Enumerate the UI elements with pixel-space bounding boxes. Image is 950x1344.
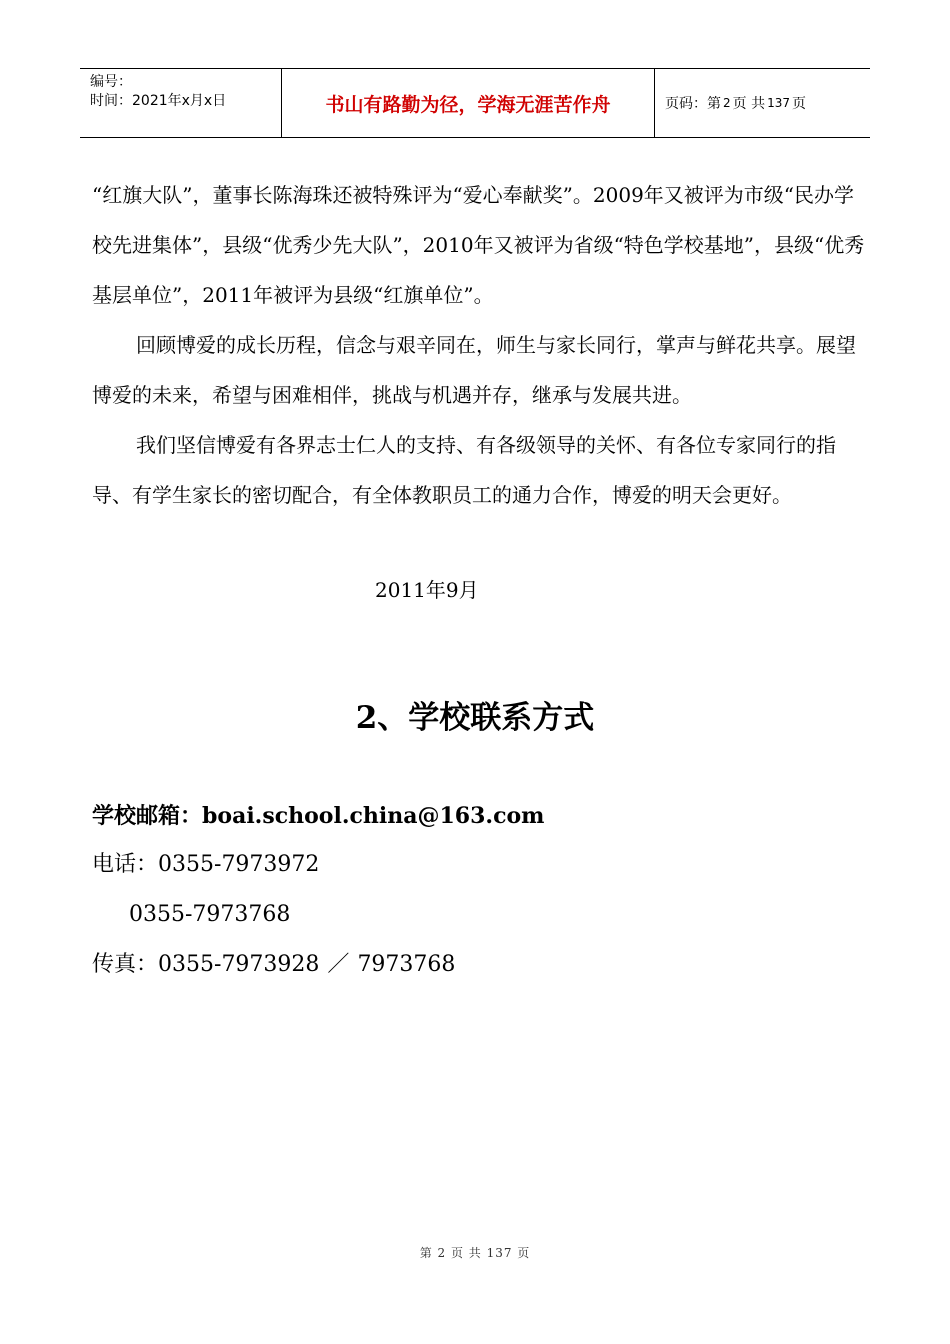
body-text	[92, 170, 872, 520]
document-header	[80, 68, 870, 138]
page-current: 2	[723, 96, 731, 110]
document-number-label: 编号：	[90, 74, 132, 90]
phone-line-2	[129, 895, 290, 935]
email-label: 学校邮箱：	[92, 803, 203, 829]
document-time-label: 时间：2021年x月x日	[90, 93, 227, 109]
page-prefix: 页码：第	[665, 96, 721, 112]
fax-number-1: 0355-7973928	[158, 952, 320, 977]
page-mid: 页 共	[732, 96, 766, 112]
paragraph-honors: “红旗大队”，董事长陈海珠还被特殊评为“爱心奉献奖”。2009年又被评为市级“民办学校先进集体”，县级“优秀少先大队”，2010年又被评为省级“特色学校基地”，县级“优秀基层单位”，2011年被评为县级“红旗单位”。	[92, 183, 865, 307]
paragraph-review: 回顾博爱的成长历程，信念与艰辛同在，师生与家长同行，掌声与鲜花共享。展望博爱的未来，希望与困难相伴，挑战与机遇并存，继承与发展共进。	[92, 333, 856, 407]
fax-number-2: 7973768	[357, 952, 456, 977]
email-address: boai.school.china@163.com	[202, 803, 545, 829]
page-footer: 第 2 页 共 137 页	[419, 1246, 531, 1260]
header-info-cell	[80, 69, 282, 137]
fax-separator: ／	[327, 952, 350, 977]
document-date: 2011年9月	[375, 578, 479, 602]
fax-line	[92, 945, 455, 985]
phone-number-2: 0355-7973768	[129, 902, 291, 927]
section-title: 2、学校联系方式	[355, 700, 595, 736]
fax-label: 传真：	[92, 952, 159, 977]
phone-label: 电话：	[92, 852, 159, 877]
header-page-number	[655, 69, 870, 137]
phone-number-1: 0355-7973972	[158, 852, 320, 877]
page-total: 137	[767, 96, 790, 110]
header-motto: 书山有路勤为径，学海无涯苦作舟	[282, 69, 655, 137]
phone-line	[92, 845, 319, 885]
paragraph-belief: 我们坚信博爱有各界志士仁人的支持、有各级领导的关怀、有各位专家同行的指导、有学生家长的密切配合，有全体教职员工的通力合作，博爱的明天会更好。	[92, 433, 836, 507]
page-suffix: 页	[792, 96, 806, 112]
email-line	[92, 796, 544, 836]
